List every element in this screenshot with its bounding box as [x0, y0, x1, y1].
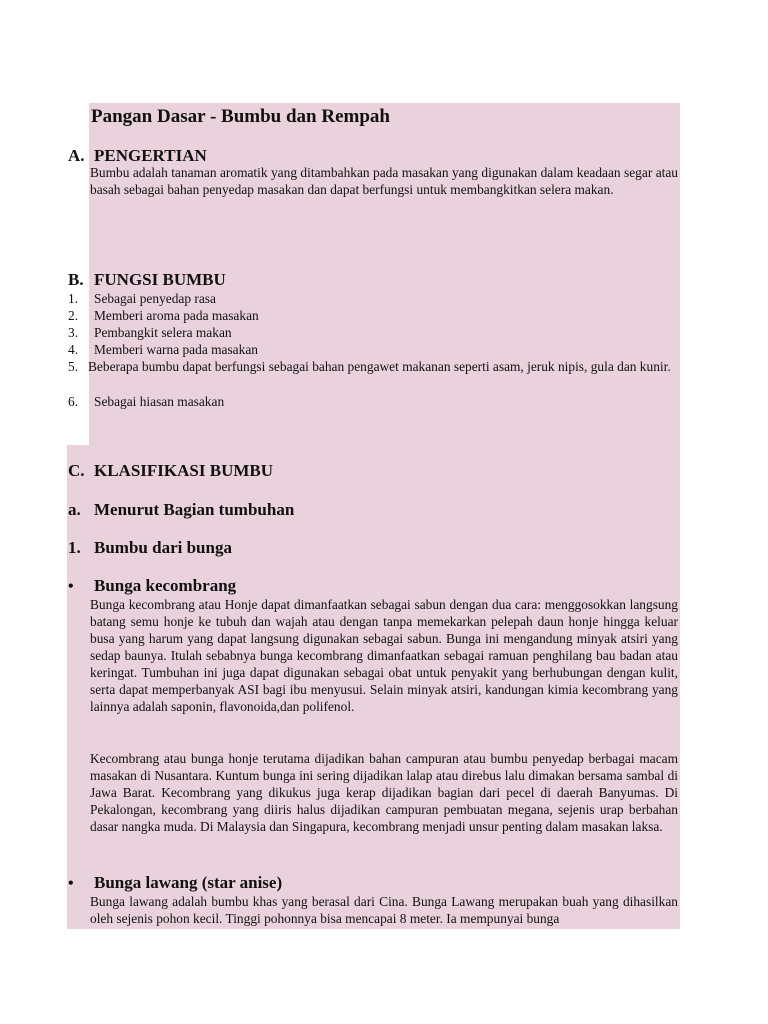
list-number: 5.: [68, 359, 79, 374]
page-title: Pangan Dasar - Bumbu dan Rempah: [91, 106, 390, 127]
section-a-text: Bumbu adalah tanaman aromatik yang ditambahkan pada masakan yang digunakan dalam keadaan segar atau basah sebagai bahan penyedap masakan dan dapat berfungsi untuk membangkitkan selera makan.: [90, 165, 678, 197]
kecombrang-paragraph-1: Bunga kecombrang atau Honje dapat dimanfaatkan sebagai sabun dengan dua cara: menggosokkan langsung batang semu honje ke tubuh dan wajah atau dengan tanpa memekarkan pelepah daun honje hingga keluar busa yang harum yang dapat langsung digunakan sebagai sabun. Bunga ini mengandung minyak atsiri yang sedap baunya. Itulah sebabnya bunga kecombrang dimanfaatkan sebagai ramuan penghilang bau badan atau keringat. Tumbuhan ini juga dapat digunakan sebagai obat untuk penyakit yang berhubungan dengan kulit, serta dapat memperbanyak ASI bagi ibu menyusui. Selain minyak atsiri, kandungan kimia kecombrang yang lainnya adalah saponin, flavonoida,dan polifenol.: [90, 597, 678, 714]
list-item: [68, 358, 678, 375]
kecombrang-paragraph-2: Kecombrang atau bunga honje terutama dijadikan bahan campuran atau bumbu penyedap berbagai macam masakan di Nusantara. Kuntum bunga ini sering dijadikan lalap atau direbus lalu dimakan bersama sambal di Jawa Barat. Kecombrang yang dikukus juga kerap dijadikan bagian dari pecel di daerah Banyumas. Di Pekalongan, kecombrang yang diiris halus dijadikan campuran pembuatan megana, sejenis urap berbahan dasar nangka muda. Di Malaysia dan Singapura, kecombrang menjadi unsur penting dalam masakan laksa.: [90, 751, 678, 834]
kecombrang-heading: [68, 576, 236, 596]
section-c-heading: [68, 461, 273, 481]
subsection-1-heading: [68, 538, 232, 558]
subsection-1-label: 1.: [68, 538, 81, 557]
list-text: Sebagai penyedap rasa: [94, 291, 216, 306]
section-a-title: PENGERTIAN: [94, 146, 207, 165]
subsection-a-heading: [68, 500, 294, 520]
list-number: 1.: [68, 291, 79, 306]
list-item: [68, 290, 216, 307]
list-text: Beberapa bumbu dapat berfungsi sebagai bahan pengawet makanan seperti asam, jeruk nipis, gula dan kunir.: [88, 359, 671, 374]
list-number: 6.: [68, 394, 79, 409]
lawang-title: Bunga lawang (star anise): [94, 873, 283, 892]
section-a-heading: [68, 146, 207, 166]
list-text: Pembangkit selera makan: [94, 325, 232, 340]
list-number: 2.: [68, 308, 79, 323]
section-c-title: KLASIFIKASI BUMBU: [94, 461, 274, 480]
list-item: [68, 307, 259, 324]
subsection-a-label: a.: [68, 500, 81, 519]
lawang-heading: [68, 873, 282, 893]
subsection-1-title: Bumbu dari bunga: [94, 538, 232, 557]
list-text: Memberi warna pada masakan: [94, 342, 258, 357]
section-b-heading: [68, 270, 226, 290]
list-text: Memberi aroma pada masakan: [94, 308, 259, 323]
subsection-a-title: Menurut Bagian tumbuhan: [94, 500, 295, 519]
bullet-icon: •: [68, 875, 74, 892]
list-number: 3.: [68, 325, 79, 340]
list-item: [68, 341, 258, 358]
kecombrang-title: Bunga kecombrang: [94, 576, 237, 595]
list-number: 4.: [68, 342, 79, 357]
section-a-label: A.: [68, 146, 85, 165]
section-b-label: B.: [68, 270, 84, 289]
list-item: [68, 324, 232, 341]
list-item: [68, 393, 224, 410]
list-text: Sebagai hiasan masakan: [94, 394, 225, 409]
section-b-title: FUNGSI BUMBU: [94, 270, 226, 289]
section-c-label: C.: [68, 461, 85, 480]
bullet-icon: •: [68, 578, 74, 595]
lawang-paragraph-1: Bunga lawang adalah bumbu khas yang berasal dari Cina. Bunga Lawang merupakan buah yang dihasilkan oleh sejenis pohon kecil. Tinggi pohonnya bisa mencapai 8 meter. Ia mempunyai bunga: [90, 894, 678, 926]
